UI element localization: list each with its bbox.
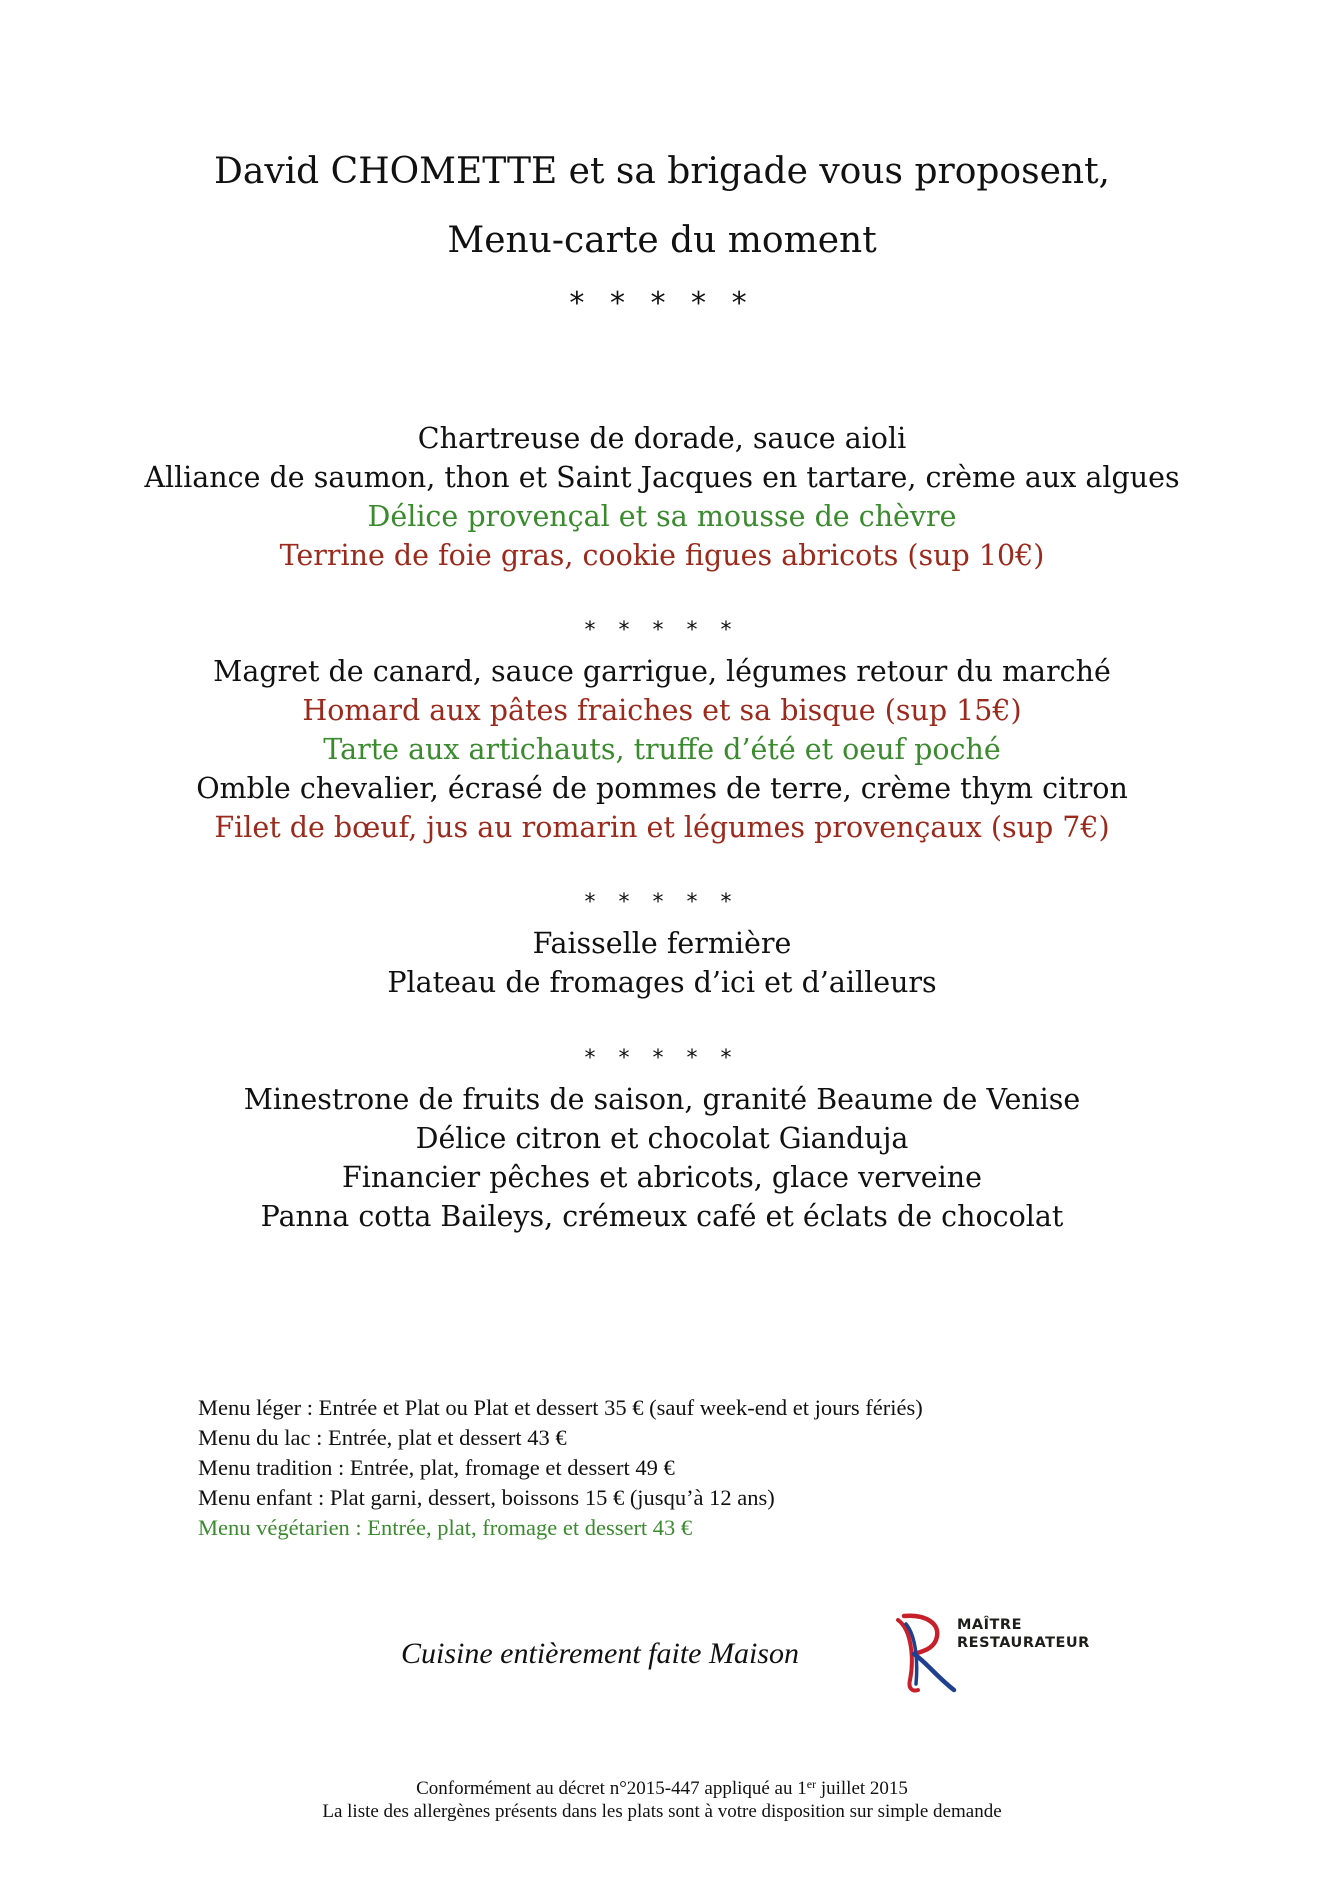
dish-item: Chartreuse de dorade, sauce aioli [417,422,907,455]
logo-line-2: RESTAURATEUR [957,1635,1090,1651]
section-separator: * * * * * [584,618,740,643]
decree-note [0,1777,1324,1800]
legal-footer [0,1777,1324,1823]
decree-superscript: er [806,1777,817,1791]
set-menu-item: Menu du lac : Entrée, plat et dessert 43 € [198,1425,567,1450]
page-title: David CHOMETTE et sa brigade vous proposent, [214,151,1110,192]
decree-date: juillet 2015 [816,1778,908,1799]
logo-line-1: MAÎTRE [957,1617,1023,1633]
set-menus-list [198,1393,923,1543]
dish-item: Minestrone de fruits de saison, granité Beaume de Venise [243,1083,1081,1116]
dish-item: Délice provençal et sa mousse de chèvre [367,500,957,533]
dish-item: Omble chevalier, écrasé de pommes de terre, crème thym citron [196,772,1128,805]
course-cheese [0,924,1324,1002]
dish-item: Délice citron et chocolat Gianduja [415,1122,909,1155]
dish-item: Magret de canard, sauce garrigue, légumes retour du marché [213,655,1111,688]
allergen-note: La liste des allergènes présents dans les plats sont à votre disposition sur simple demande [322,1801,1002,1822]
dish-item: Panna cotta Baileys, crémeux café et éclats de chocolat [260,1200,1064,1233]
dish-item: Financier pêches et abricots, glace verveine [342,1161,982,1194]
set-menu-item: Menu tradition : Entrée, plat, fromage et dessert 49 € [198,1455,675,1480]
dish-item: Terrine de foie gras, cookie figues abricots (sup 10€) [279,539,1045,572]
dish-item: Homard aux pâtes fraiches et sa bisque (sup 15€) [302,694,1022,727]
dish-item: Filet de bœuf, jus au romarin et légumes provençaux (sup 7€) [214,811,1110,844]
section-separator: * * * * * [584,890,740,915]
dish-item: Faisselle fermière [532,927,792,960]
dish-item: Tarte aux artichauts, truffe d’été et oeuf poché [323,733,1001,766]
set-menu-item: Menu enfant : Plat garni, dessert, boissons 15 € (jusqu’à 12 ans) [198,1485,775,1510]
page-subtitle: Menu-carte du moment [447,220,877,261]
course-desserts [0,1080,1324,1236]
homemade-label: Cuisine entièrement faite Maison [401,1637,799,1670]
dish-item: Alliance de saumon, thon et Saint Jacques en tartare, crème aux algues [144,461,1180,494]
course-starters [0,419,1324,575]
set-menu-item: Menu léger : Entrée et Plat ou Plat et dessert 35 € (sauf week-end et jours fériés) [198,1395,923,1420]
logo-wordmark [957,1616,1090,1652]
course-mains [0,652,1324,847]
header-separator: * * * * * [569,286,755,321]
dish-item: Plateau de fromages d’ici et d’ailleurs [387,966,937,999]
decree-text: Conformément au décret n°2015-447 appliqué au 1 [416,1778,807,1799]
set-menu-item: Menu végétarien : Entrée, plat, fromage et dessert 43 € [198,1515,693,1540]
maitre-restaurateur-logo-icon [896,1610,966,1696]
section-separator: * * * * * [584,1046,740,1071]
